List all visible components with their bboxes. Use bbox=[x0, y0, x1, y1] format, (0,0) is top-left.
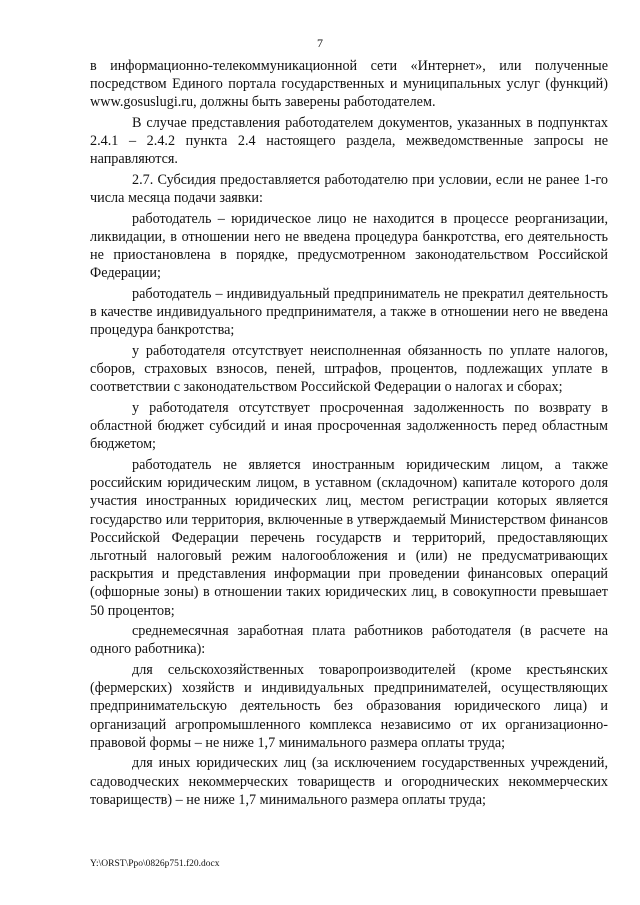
paragraph: для иных юридических лиц (за исключением государственных учреждений, садоводческих некоммерческих товариществ и огороднических некоммерческих товариществ) – не ниже 1,7 минимального размера оплаты труда; bbox=[90, 755, 608, 808]
paragraph: работодатель не является иностранным юридическим лицом, а также российским юридическим лицом, в уставном (складочном) капитале которого доля участия иностранных юридических лиц, местом регистрации которых является государство или территория, включенные в утверждаемый Министерством финансов Российской Федерации перечень государств и территорий, предоставляющих льготный налоговый режим налогообложения и (или) не предусматривающих раскрытия и представления информации при проведении финансовых операций (офшорные зоны) в отношении таких юридических лиц, в совокупности превышает 50 процентов; bbox=[90, 457, 608, 619]
paragraph: В случае представления работодателем документов, указанных в подпунктах 2.4.1 – 2.4.2 пункта 2.4 настоящего раздела, межведомственные запросы не направляются. bbox=[90, 115, 608, 168]
file-path-footer: Y:\ORST\Ppo\0826p751.f20.docx bbox=[90, 859, 220, 869]
paragraph: у работодателя отсутствует просроченная задолженность по возврату в областной бюджет субсидий и иная просроченная задолженность перед областным бюджетом; bbox=[90, 400, 608, 453]
paragraph: среднемесячная заработная плата работников работодателя (в расчете на одного работника): bbox=[90, 623, 608, 658]
paragraph: работодатель – индивидуальный предприниматель не прекратил деятельность в качестве индивидуального предпринимателя, а также в отношении него не введена процедура банкротства; bbox=[90, 286, 608, 339]
paragraph: в информационно-телекоммуникационной сети «Интернет», или полученные посредством Единого портала государственных и муниципальных услуг (функций) www.gosuslugi.ru, должны быть заверены работодателем. bbox=[90, 58, 608, 111]
paragraph: 2.7. Субсидия предоставляется работодателю при условии, если не ранее 1-го числа месяца подачи заявки: bbox=[90, 172, 608, 207]
paragraph: для сельскохозяйственных товаропроизводителей (кроме крестьянских (фермерских) хозяйств и индивидуальных предпринимателей, осуществляющих предпринимательскую деятельность без образования юридического лица) и организаций агропромышленного комплекса независимо от их организационно-правовой формы – не ниже 1,7 минимального размера оплаты труда; bbox=[90, 662, 608, 751]
paragraph: у работодателя отсутствует неисполненная обязанность по уплате налогов, сборов, страховых взносов, пеней, штрафов, процентов, подлежащих уплате в соответствии с законодательством Российской Федерации о налогах и сборах; bbox=[90, 343, 608, 396]
paragraph: работодатель – юридическое лицо не находится в процессе реорганизации, ликвидации, в отношении него не введена процедура банкротства, его деятельность не приостановлена в порядке, предусмотренном законодательством Российской Федерации; bbox=[90, 210, 608, 282]
document-body bbox=[90, 57, 608, 809]
page-number: 7 bbox=[317, 36, 323, 50]
